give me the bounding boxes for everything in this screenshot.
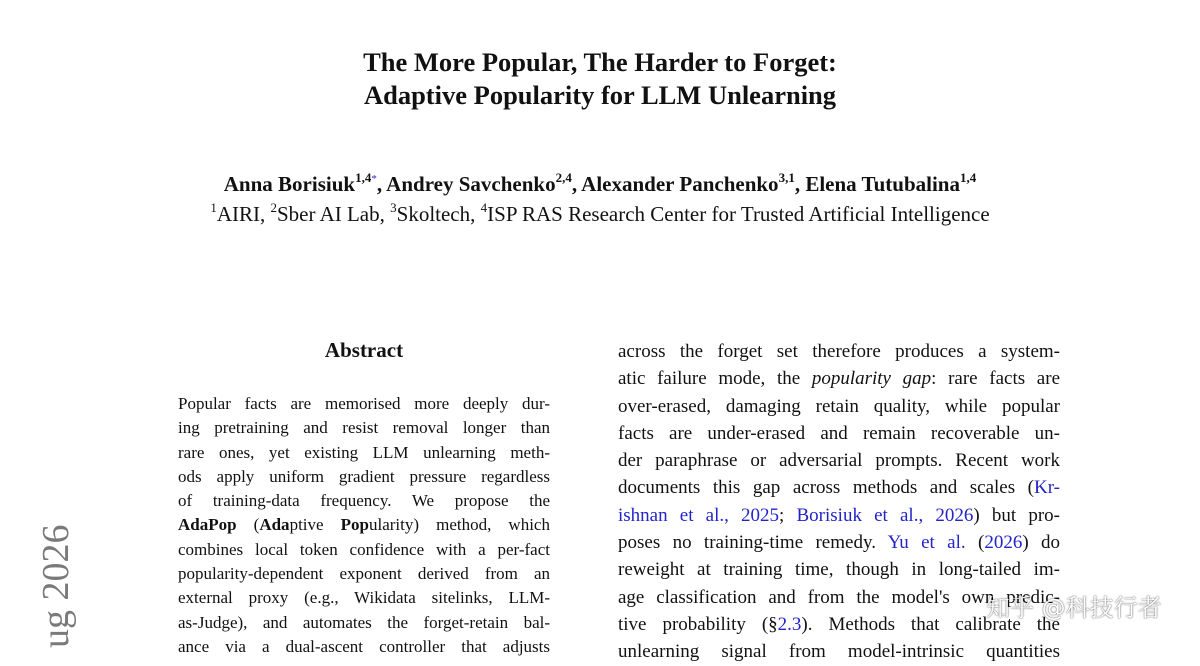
body-text: ) but pro-: [973, 504, 1060, 526]
citation-link[interactable]: Yu et al.: [887, 532, 966, 554]
author-name: Elena Tutubalina: [805, 172, 960, 196]
section-reference-link[interactable]: 2.3: [777, 613, 802, 635]
abstract-text: ptive: [289, 515, 341, 535]
citation-link[interactable]: Kr-: [1034, 477, 1060, 499]
abstract-line: [178, 513, 550, 537]
author-list: Anna Borisiuk$^{1,4*}$, Andrey Savchenko$^{2,4}$, Alexander Panchenko$^{3,1}$, Elena Tutubalina$^{1,4}$: [223, 170, 977, 196]
arxiv-margin-stamp: ug 2026: [35, 524, 77, 648]
author-name: Alexander Panchenko: [581, 172, 779, 196]
body-line: [618, 474, 1060, 501]
abstract-line: ods apply uniform gradient pressure regardless: [178, 466, 550, 486]
affiliation-name: ISP RAS Research Center for Trusted Artificial Intelligence: [487, 202, 990, 226]
emphasis-term: popularity gap: [811, 368, 932, 390]
affiliation-list: [0, 200, 1200, 228]
abstract-heading: Abstract: [324, 338, 404, 362]
abstract-line: combines local token confidence with a per-fact: [178, 539, 550, 559]
body-text: (: [965, 532, 985, 554]
body-line: [618, 529, 1060, 556]
acronym-bold: Pop: [340, 515, 369, 535]
body-line: reweight at training time, though in long-tailed im-: [618, 559, 1060, 581]
abstract-line: of training-data frequency. We propose the: [178, 491, 550, 511]
abstract-line: ing pretraining and resist removal longer than: [178, 418, 550, 438]
author-name: Andrey Savchenko: [386, 172, 556, 196]
body-line: across the forget set therefore produces a system-: [618, 341, 1060, 362]
body-text: ) do: [1022, 532, 1060, 554]
abstract-line: popularity-dependent exponent derived from an: [178, 564, 550, 584]
abstract-line: rare ones, yet existing LLM unlearning meth-: [178, 442, 550, 462]
affiliation-name: Sber AI Lab,: [276, 202, 391, 226]
body-text: documents this gap across methods and scales (: [618, 477, 1034, 499]
body-line: age classification and from the model's own predic-: [618, 586, 1060, 608]
affiliation-number: 3: [390, 200, 397, 215]
body-text: : rare facts are: [931, 368, 1060, 390]
abstract-line: as-Judge), and automates the forget-retain bal-: [178, 612, 550, 632]
body-line: over-erased, damaging retain quality, while popular: [618, 395, 1060, 417]
acronym-bold: Ada: [259, 515, 290, 535]
body-text: poses no training-time remedy.: [618, 532, 888, 554]
body-text: atic failure mode, the: [618, 368, 812, 390]
affiliation-name: AIRI,: [216, 202, 271, 226]
body-line: [618, 502, 1060, 529]
paper-title: [0, 46, 1200, 112]
method-name: AdaPop: [178, 515, 237, 535]
abstract-line: ance via a dual-ascent controller that adjusts: [178, 636, 550, 656]
author-affiliation-number: 1,4: [959, 170, 977, 185]
citation-link[interactable]: ishnan et al., 2025: [618, 504, 780, 526]
zhihu-watermark: 知乎 @科技行者: [986, 594, 1162, 622]
body-line: facts are under-erased and remain recoverable un-: [618, 422, 1060, 444]
affiliation-number: 2: [270, 200, 277, 215]
citation-link[interactable]: Borisiuk et al., 2026: [796, 504, 974, 526]
author-affiliation-number: 2,4: [555, 170, 572, 185]
affiliation-number: 1: [210, 200, 217, 215]
abstract-line: Popular facts are memorised more deeply dur-: [178, 394, 550, 413]
title-line-1: The More Popular, The Harder to Forget:: [363, 47, 837, 77]
abstract-body: [178, 392, 550, 659]
abstract-line: external proxy (e.g., Wikidata sitelinks, LLM-: [178, 588, 550, 608]
body-line: [618, 365, 1060, 392]
body-line: unlearning signal from model-intrinsic quantities: [618, 641, 1060, 663]
corresponding-author-mark[interactable]: *: [371, 173, 377, 185]
author-affiliation-number: 3,1: [778, 170, 795, 185]
citation-link[interactable]: 2026: [984, 532, 1023, 554]
title-line-2: Adaptive Popularity for LLM Unlearning: [363, 80, 837, 110]
body-text: ). Methods that calibrate the: [801, 613, 1060, 635]
body-text: tive probability (§: [618, 613, 778, 635]
abstract-text: ularity) method, which: [368, 515, 550, 535]
author-affiliation-number: 1,4: [355, 170, 372, 185]
body-line: der paraphrase or adversarial prompts. Recent work: [618, 450, 1060, 472]
author-name: Anna Borisiuk: [223, 172, 356, 196]
abstract-text: (: [236, 515, 260, 535]
affiliation-name: Skoltech,: [396, 202, 481, 226]
body-text: ;: [779, 504, 797, 526]
affiliation-number: 4: [480, 200, 488, 215]
